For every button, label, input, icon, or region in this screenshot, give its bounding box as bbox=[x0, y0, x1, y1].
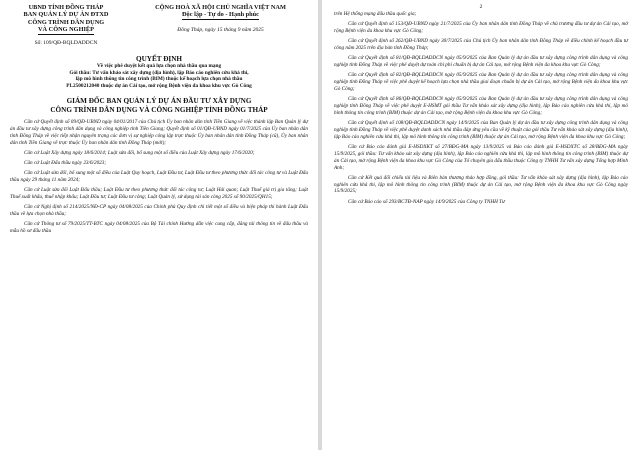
document-number: Số: 109/QĐ-BQLDADDCN bbox=[34, 39, 98, 46]
document-page-1 bbox=[0, 0, 318, 450]
continuation-text: trên Hệ thống mạng đấu thầu quốc gia; bbox=[334, 11, 417, 17]
legal-basis-paragraph: Căn cứ Quyết định số 81/QĐ-BQLDADDCN ngày 05/9/2025 của Ban Quản lý dự án đầu tư xây dựng công trình dân dụng và công nghiệp tỉnh Đồng Tháp về việc phê duyệt dự toán chi phí chuẩn bị dự án Cải tạo, mở rộng Bệnh viện đa khoa khu vực Gò Công; bbox=[334, 55, 628, 68]
legal-basis-paragraph: Căn cứ Quyết định số 86/QĐ-BQLDADDCN ngày 05/9/2025 của Ban Quản lý dự án đầu tư xây dựng công trình dân dụng và công nghiệp tỉnh Đồng Tháp về việc phê duyệt E-HSMT gói thầu Tư vấn khảo sát xây dựng (địa hình), lập Báo cáo nghiên cứu khả thi, lập mô hình thông tin công trình (BIM) thuộc dự án Cải tạo, mở rộng Bệnh viện đa khoa khu vực Gò Công; bbox=[334, 96, 628, 116]
legal-basis-paragraph: Căn cứ Quyết định số 153/QĐ-UBND ngày 21/7/2025 của Ủy ban nhân dân tỉnh Đồng Tháp về chủ trương đầu tư dự án Cải tạo, mở rộng Bệnh viện đa khoa khu vực Gò Công; bbox=[334, 21, 628, 34]
document-page-2 bbox=[322, 0, 640, 450]
authority-line: CÔNG TRÌNH DÂN DỤNG VÀ CÔNG NGHIỆP TỈNH ĐỒNG THÁP bbox=[50, 105, 268, 114]
issuing-agency-block bbox=[10, 4, 122, 47]
national-motto-block bbox=[133, 4, 308, 47]
legal-basis-paragraph: Căn cứ Luật sửa đổi Luật Đấu thầu; Luật Đầu tư theo phương thức đối tác công tư; Luật Hải quan; Luật Thuế giá trị gia tăng; Luật Thuế xuất khẩu, thuế nhập khẩu; Luật Đầu tư; Luật Đầu tư công; Luật Quản lý, sử dụng tài sản công 2025 số 90/2025/QH15; bbox=[10, 187, 308, 201]
document-header bbox=[10, 4, 308, 47]
authority-line: GIÁM ĐỐC BAN QUẢN LÝ DỰ ÁN ĐẦU TƯ XÂY DỰNG bbox=[66, 97, 252, 106]
legal-basis-paragraph: Căn cứ Quyết định số 82/QĐ-BQLDADDCN ngày 05/9/2025 của Ban Quản lý dự án đầu tư xây dựng công trình dân dụng và công nghiệp tỉnh Đồng Tháp về việc phê duyệt kế hoạch lựa chọn nhà thầu giai đoạn chuẩn bị dự án Cải tạo, mở rộng Bệnh viện đa khoa khu vực Gò Công; bbox=[334, 72, 628, 92]
legal-basis-paragraph: Căn cứ Luật Xây dựng ngày 18/6/2014; Luật sửa đổi, bổ sung một số điều của Luật Xây dựng ngày 17/6/2020; bbox=[24, 150, 255, 157]
agency-line: BAN QUẢN LÝ DỰ ÁN ĐTXD bbox=[23, 11, 109, 19]
legal-basis-paragraph: Căn cứ Quyết định số 09/QĐ-UBND ngày 04/01/2017 của Chủ tịch Ủy ban nhân dân tỉnh Tiền Giang về việc thành lập Ban Quản lý dự án đầu tư xây dựng công trình dân dụng và công nghiệp tỉnh Tiền Giang; Quyết định số 01/QĐ-UBND ngày 01/7/2025 của Ủy ban nhân dân tỉnh Đồng Tháp về việc tiếp nhận nguyên trạng các đơn vị sự nghiệp công lập trực thuộc Ủy ban nhân dân tỉnh Đồng Tháp (cũ), Ủy ban nhân dân tỉnh Tiền Giang về trực thuộc Ủy ban nhân dân tỉnh Đồng Tháp (mới); bbox=[10, 119, 308, 147]
legal-basis-paragraph: Căn cứ Luật Đấu thầu ngày 23/6/2023; bbox=[24, 160, 107, 167]
subject-line: Gói thầu: Tư vấn khảo sát xây dựng (địa hình), lập Báo cáo nghiên cứu khả thi, bbox=[69, 69, 249, 76]
national-title: CỘNG HOÀ XÃ HỘI CHỦ NGHĨA VIỆT NAM bbox=[155, 4, 286, 11]
agency-line: VÀ CÔNG NGHIỆP bbox=[38, 26, 94, 34]
legal-basis-paragraph: Căn cứ Báo cáo đánh giá E-HSDXKT số 27/BĐG-MA ngày 13/9/2025 và Báo cáo đánh giá E-HSDXTC số 28/BĐG-MA ngày 15/9/2025, gói thầu: Tư vấn khảo sát xây dựng (địa hình), lập Báo cáo nghiên cứu khả thi, lập mô hình thông tin công trình (BIM) thuộc dự án Cải tạo, mở rộng Bệnh viện đa khoa khu vực Gò Công của Tổ chuyên gia đấu thầu thuộc Công ty TNHH Tư vấn xây dựng Tổng hợp Minh Anh; bbox=[334, 143, 628, 171]
agency-line: UBND TỈNH ĐỒNG THÁP bbox=[28, 4, 104, 11]
legal-basis-paragraph: Căn cứ Nghị định số 214/2025/NĐ-CP ngày 04/08/2025 của Chính phủ Quy định chi tiết một số điều và biện pháp thi hành Luật Đấu thầu về lựa chọn nhà thầu; bbox=[10, 204, 308, 218]
document-title: QUYẾT ĐỊNH bbox=[136, 55, 182, 64]
subject-line: PL2500212040 thuộc dự án Cải tạo, mở rộng Bệnh viện đa khoa khu vực Gò Công bbox=[66, 82, 252, 89]
legal-basis-paragraph: Căn cứ Thông tư số 79/2025/TT-BTC ngày 04/08/2025 của Bộ Tài chính Hướng dẫn việc cung cấp, đăng tải thông tin về đấu thầu và mẫu hồ sơ đấu thầu bbox=[10, 221, 308, 235]
legal-basis-paragraph: Căn cứ Báo cáo số 293/BCTĐ-NAP ngày 14/9/2025 của Công ty TNHH Tư bbox=[348, 198, 505, 205]
agency-line: CÔNG TRÌNH DÂN DỤNG bbox=[27, 18, 105, 26]
document-subject bbox=[10, 63, 308, 89]
legal-basis-paragraph: Căn cứ Quyết định số 108/QĐ-BQLDADDCN ngày 14/9/2025 của Ban Quản lý dự án đầu tư xây dựng công trình dân dụng và công nghiệp tỉnh Đồng Tháp về việc phê duyệt danh sách nhà thầu đáp ứng yêu cầu về kỹ thuật của gói thầu Tư vấn khảo sát xây dựng (địa hình), lập Báo cáo nghiên cứu khả thi, lập mô hình thông tin công trình (BIM) thuộc dự án Cải tạo, mở rộng Bệnh viện đa khoa khu vực Gò Công; bbox=[334, 119, 628, 140]
legal-basis-paragraph: Căn cứ Quyết định số 262/QĐ-UBND ngày 30/7/2025 của Chủ tịch Ủy ban nhân dân tỉnh Đồng Tháp về điều chỉnh kế hoạch đầu tư công năm 2025 trên địa bàn tỉnh Đồng Tháp; bbox=[334, 38, 628, 51]
page-number: 2 bbox=[479, 4, 483, 10]
legal-basis-paragraph: Căn cứ Luật sửa đổi, bổ sung một số điều của Luật Quy hoạch, Luật Đầu tư, Luật Đầu tư theo phương thức đối tác công tư và Luật Đấu thầu ngày 29 tháng 11 năm 2024; bbox=[10, 170, 308, 184]
subject-line: Về việc phê duyệt kết quả lựa chọn nhà thầu qua mạng bbox=[96, 63, 222, 70]
national-motto: Độc lập - Tự do - Hạnh phúc bbox=[182, 11, 259, 19]
document-date: Đồng Tháp, ngày 15 tháng 9 năm 2025 bbox=[177, 26, 264, 33]
subject-line: lập mô hình thông tin công trình (BIM) thuộc kế hoạch lựa chọn nhà thầu bbox=[75, 76, 243, 83]
legal-basis-paragraph: Căn cứ Kết quả đối chiếu tài liệu và Biên bản thương thảo hợp đồng, gói thầu: Tư vấn khảo sát xây dựng (địa hình), lập Báo cáo nghiên cứu khả thi, lập mô hình thông tin công trình (BIM) thuộc dự án Cải tạo, mở rộng Bệnh viện đa khoa khu vực Gò Công ngày 15/9/2025; bbox=[334, 174, 628, 195]
issuing-authority bbox=[10, 97, 308, 114]
legal-basis-section bbox=[10, 119, 308, 235]
